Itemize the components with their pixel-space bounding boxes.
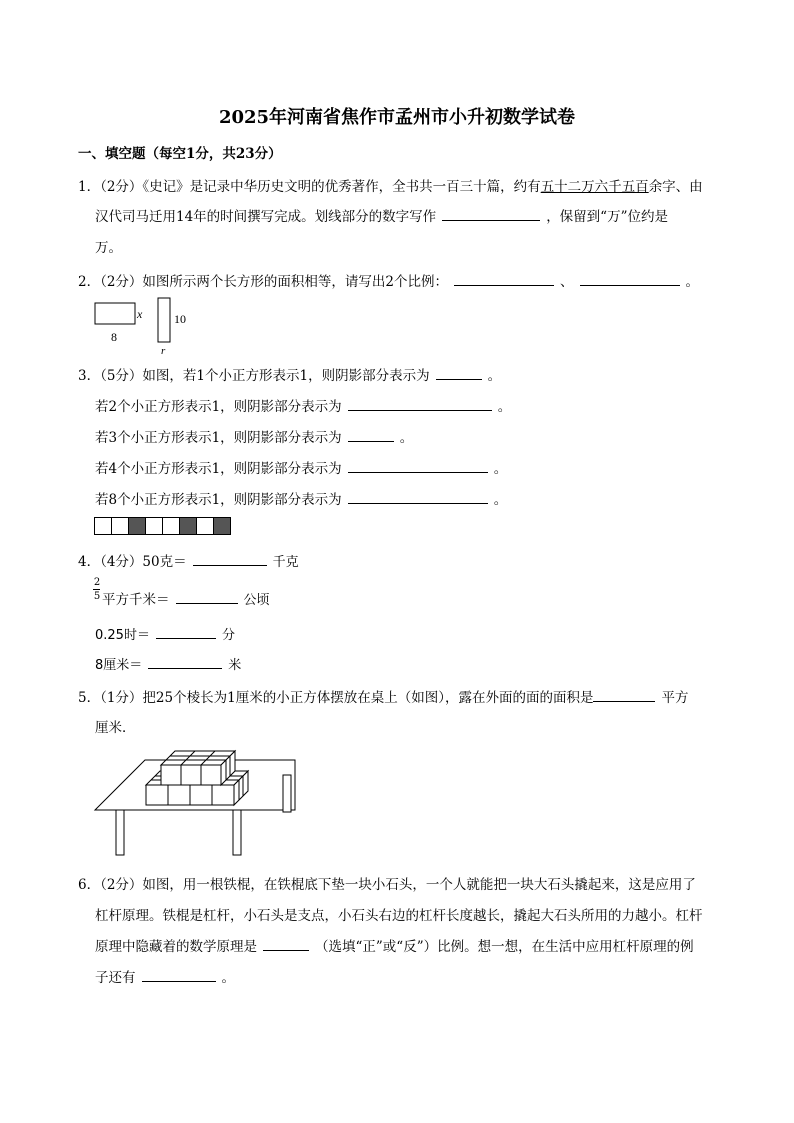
q1-text2: 汉代司马迁用14年的时间撰写完成。划线部分的数字写作 — [95, 209, 437, 225]
q3-end3: 。 — [399, 430, 414, 446]
q6-line4 — [95, 966, 235, 986]
q4-answer-blank-3[interactable] — [156, 624, 216, 639]
table-leg-back — [283, 775, 291, 812]
q3-line4 — [95, 457, 507, 477]
q6-line3 — [95, 935, 694, 955]
table-leg-left — [116, 810, 124, 855]
q5-answer-blank[interactable] — [593, 687, 655, 702]
q2-end: 。 — [685, 274, 700, 290]
q4-unit4: 米 — [228, 658, 242, 673]
q4-unit2: 公顷 — [243, 593, 270, 608]
q1-text: 1．（2分）《史记》是记录中华历史文明的优秀著作，全书共一百三十篇，约有 — [78, 179, 541, 195]
q2-separator: 、 — [560, 274, 574, 290]
page-title: 2025年河南省焦作市孟州市小升初数学试卷 — [218, 107, 576, 128]
q4-answer-blank-4[interactable] — [148, 654, 222, 669]
q3-answer-blank-5[interactable] — [348, 489, 488, 504]
q5-text2: 平方 — [661, 690, 689, 706]
q4-line3 — [95, 624, 235, 643]
q2-answer-blank-1[interactable] — [454, 271, 554, 286]
q2-label-x: x — [137, 307, 143, 321]
q3-end4: 。 — [493, 461, 508, 477]
q2-label-8: 8 — [111, 330, 117, 344]
q2-label-10: 10 — [174, 312, 186, 326]
q4-unit3: 分 — [221, 628, 235, 643]
q4-fraction-numerator: 2 — [93, 577, 101, 588]
shaded-square — [180, 518, 197, 535]
q3-line5 — [95, 488, 507, 508]
q3-text3: 若3个小正方形表示1，则阴影部分表示为 — [95, 430, 342, 446]
q4-text2: 平方千米＝ — [102, 592, 170, 608]
unshaded-square — [112, 518, 129, 535]
q5-text3: 厘米． — [95, 720, 136, 736]
q1-underlined-number: 五十二万六千五百 — [540, 179, 649, 195]
q3-line2 — [95, 395, 511, 415]
q3-answer-blank-3[interactable] — [348, 427, 394, 442]
table-leg-middle — [233, 810, 241, 855]
q1-line1 — [78, 175, 703, 195]
q4-text4: 8厘米＝ — [95, 658, 143, 673]
q6-text6: 。 — [221, 970, 235, 986]
q3-line1 — [78, 364, 501, 384]
q4-fraction-bar — [93, 589, 100, 590]
q6-text3: 原理中隐藏着的数学原理是 — [95, 939, 257, 955]
q3-end5: 。 — [493, 492, 508, 508]
q4-line2 — [102, 588, 270, 608]
q6-text1: 6．（2分）如图，用一根铁棍，在铁棍底下垫一块小石头，一个人就能把一块大石头撬起来，这是应用了 — [78, 877, 696, 893]
unshaded-square — [163, 518, 180, 535]
q6-text2: 杠杆原理。铁棍是杠杆，小石头是支点，小石头右边的杠杆长度越长，撬起大石头所用的力越小。杠杆 — [95, 908, 703, 924]
q4-line1 — [78, 550, 299, 570]
q4-text3: 0.25时＝ — [95, 628, 150, 643]
q1-line3 — [95, 236, 122, 256]
cubes-top-layer — [161, 751, 235, 785]
q1-text4: 万。 — [95, 240, 122, 256]
q1-answer-blank-1[interactable] — [442, 206, 540, 221]
q5-table-cubes-figure — [90, 740, 305, 860]
q6-answer-blank-2[interactable] — [142, 967, 216, 982]
q2-rect-tall — [158, 298, 170, 342]
unshaded-square — [95, 518, 112, 535]
q6-text4: （选填“正”或“反”）比例。想一想，在生活中应用杠杆原理的例 — [315, 939, 694, 955]
q4-answer-blank-1[interactable] — [193, 551, 267, 566]
q3-text1: 3．（5分）如图，若1个小正方形表示1，则阴影部分表示为 — [78, 368, 430, 384]
q5-line1 — [78, 686, 688, 706]
q4-answer-blank-2[interactable] — [176, 589, 238, 604]
q3-answer-blank-2[interactable] — [348, 396, 492, 411]
q2-line1 — [78, 270, 699, 290]
q6-answer-blank-1[interactable] — [263, 936, 309, 951]
q3-answer-blank-1[interactable] — [436, 365, 482, 380]
section-heading: 一、填空题（每空1分，共23分） — [78, 146, 282, 162]
q1-line2 — [95, 205, 668, 225]
q3-text4: 若4个小正方形表示1，则阴影部分表示为 — [95, 461, 342, 477]
unshaded-square — [146, 518, 163, 535]
q2-rectangles-figure — [90, 298, 200, 356]
q3-end1: 。 — [487, 368, 502, 384]
q4-unit1: 千克 — [272, 555, 299, 570]
q3-line3 — [95, 426, 413, 446]
q2-text: 2．（2分）如图所示两个长方形的面积相等，请写出2个比例： — [78, 274, 449, 290]
q3-text2: 若2个小正方形表示1，则阴影部分表示为 — [95, 399, 342, 415]
shaded-square — [129, 518, 146, 535]
q1-text-end: 余字、由 — [648, 179, 703, 195]
q5-text1: 5．（1分）把25个棱长为1厘米的小正方体摆放在桌上（如图），露在外面的面的面积是 — [78, 690, 594, 706]
q6-line2 — [95, 904, 703, 924]
q4-fraction-denominator: 5 — [93, 591, 101, 602]
q2-label-r: r — [161, 345, 166, 357]
q2-rect-wide — [95, 303, 135, 324]
q4-line4 — [95, 654, 241, 673]
q2-answer-blank-2[interactable] — [580, 271, 680, 286]
q3-text5: 若8个小正方形表示1，则阴影部分表示为 — [95, 492, 342, 508]
unshaded-square — [197, 518, 214, 535]
q3-answer-blank-4[interactable] — [348, 458, 488, 473]
q1-text3: ，保留到“万”位约是 — [546, 209, 668, 225]
q6-line1 — [78, 873, 696, 893]
q6-text5: 子还有 — [95, 970, 136, 986]
q5-line2 — [95, 716, 136, 736]
shaded-square — [214, 518, 231, 535]
q4-text1: 4．（4分）50克＝ — [78, 554, 187, 570]
q3-squares-figure — [94, 517, 234, 535]
q3-end2: 。 — [497, 399, 512, 415]
